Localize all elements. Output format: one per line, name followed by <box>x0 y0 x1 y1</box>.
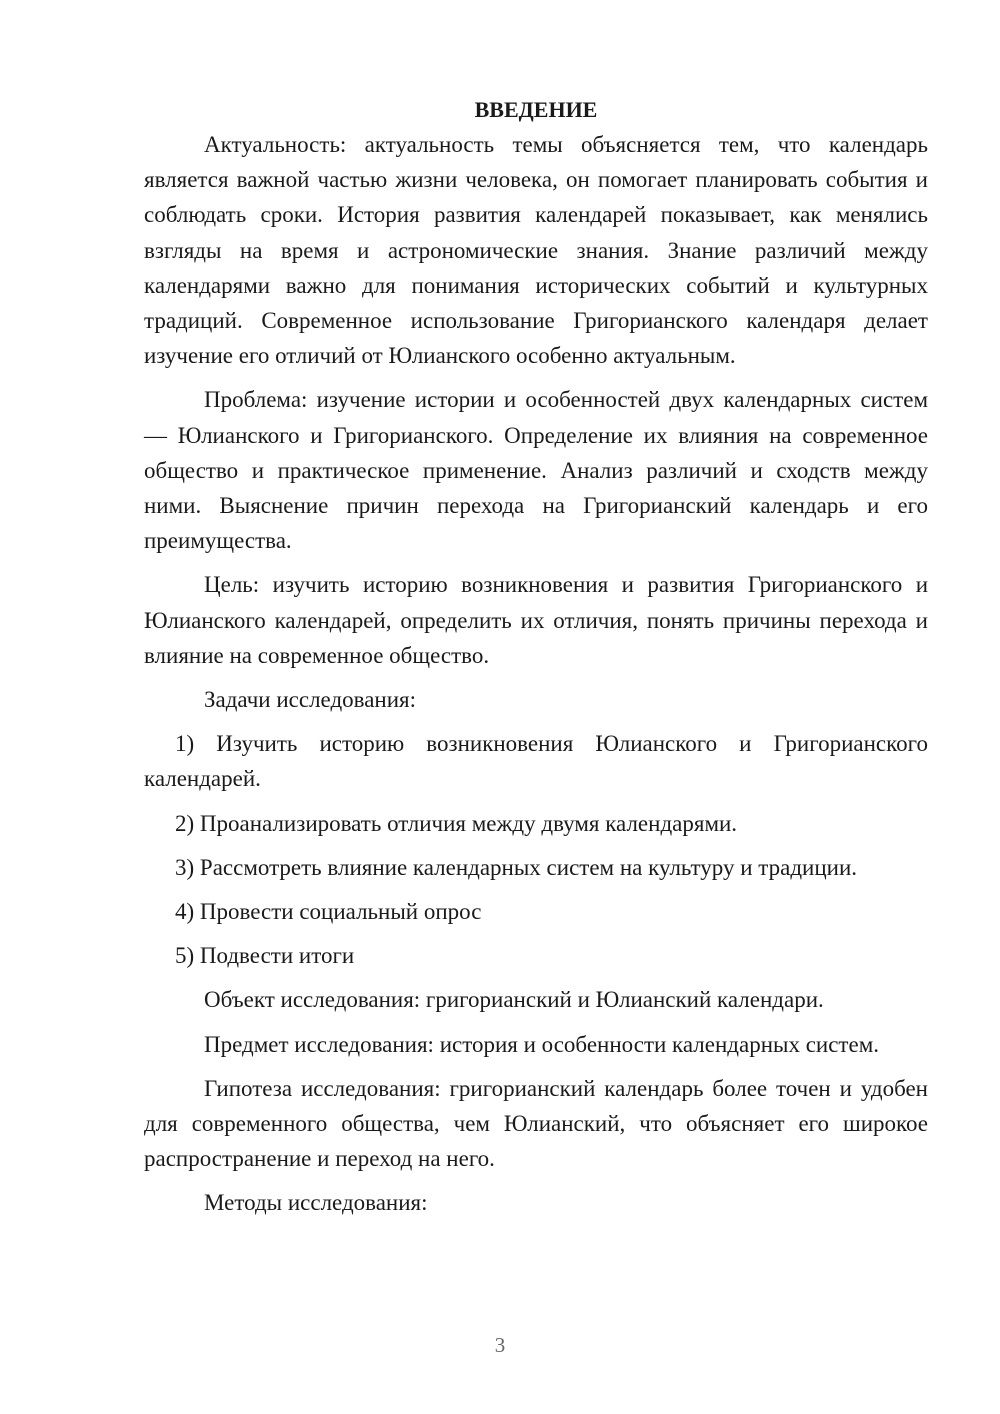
task-item-1: 1) Изучить историю возникновения Юлианского и Григорианского календарей. <box>144 731 928 792</box>
relevance-paragraph: Актуальность: актуальность темы объясняется тем, что календарь является важной частью жизни человека, он помогает планировать события и соблюдать сроки. История развития календарей показывает, как менялись взгляды на время и астрономические знания. Знание различий между календарями важно для понимания исторических событий и культурных традиций. Современное использование Григорианского календаря делает изучение его отличий от Юлианского особенно актуальным. <box>144 132 928 369</box>
object-paragraph: Объект исследования: григорианский и Юлианский календари. <box>204 987 824 1013</box>
hypothesis-paragraph: Гипотеза исследования: григорианский календарь более точен и удобен для современного общества, чем Юлианский, что объясняет его широкое распространение и переход на него. <box>144 1075 928 1172</box>
problem-paragraph: Проблема: изучение истории и особенностей двух календарных систем — Юлианского и Григорианского. Определение их влияния на современное общество и практическое применение. Анализ различий и сходств между ними. Выяснение причин перехода на Григорианский календарь и его преимущества. <box>144 387 928 554</box>
goal-paragraph: Цель: изучить историю возникновения и развития Григорианского и Юлианского календарей, определить их отличия, понять причины перехода и влияние на современное общество. <box>144 572 928 668</box>
task-item-2: 2) Проанализировать отличия между двумя календарями. <box>175 810 738 836</box>
task-item-4: 4) Провести социальный опрос <box>175 899 482 925</box>
methods-paragraph: Методы исследования: <box>204 1190 428 1216</box>
task-item-5: 5) Подвести итоги <box>175 943 355 969</box>
page-number: 3 <box>494 1333 506 1357</box>
section-title: ВВЕДЕНИЕ <box>474 97 598 122</box>
task-item-3: 3) Рассмотреть влияние календарных систем на культуру и традиции. <box>175 854 858 880</box>
tasks-heading: Задачи исследования: <box>204 687 417 713</box>
subject-paragraph: Предмет исследования: история и особенности календарных систем. <box>204 1031 879 1057</box>
document-page <box>144 92 928 1221</box>
